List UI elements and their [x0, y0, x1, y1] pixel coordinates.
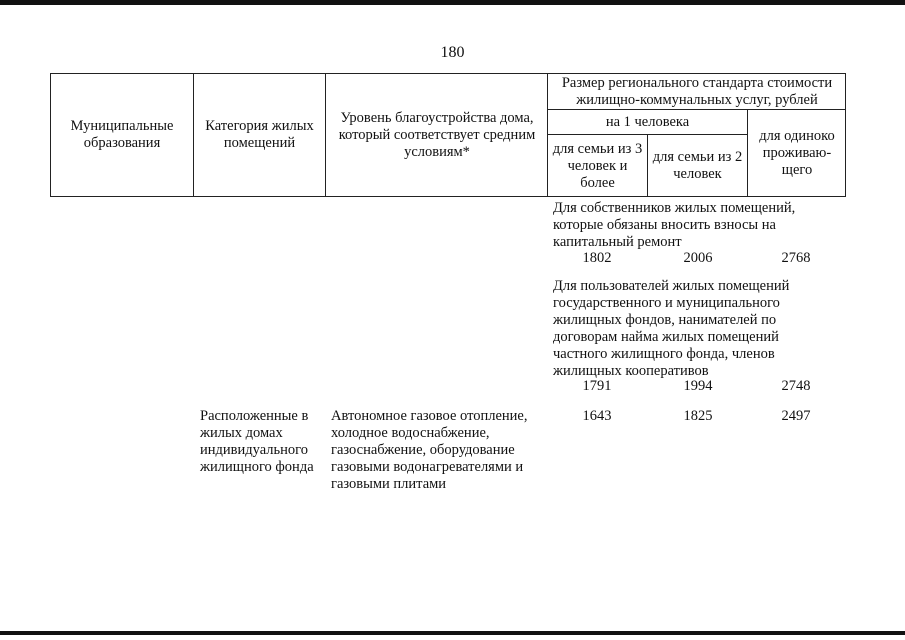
section-heading-owners: Для собственников жилых помещений, которые обязаны вносить взносы на капитальный ремонт — [553, 200, 796, 250]
header-divider — [647, 134, 648, 197]
value-cell: 2768 — [781, 250, 811, 266]
value-cell: 2748 — [781, 378, 811, 394]
top-border — [0, 0, 905, 5]
value-cell: 2497 — [781, 408, 811, 424]
row-level: Автономное газовое отопление, холодное водоснабжение, газоснабжение, оборудование газовыми водонагревателями и газовыми плитами — [331, 408, 528, 492]
header-divider — [325, 73, 326, 197]
header-divider — [547, 73, 548, 197]
header-family-3: для семьи из 3 человек и более — [552, 140, 643, 191]
value-cell: 1994 — [683, 378, 713, 394]
header-single: для одиноко проживаю-щего — [759, 128, 835, 178]
value-cell: 2006 — [683, 250, 713, 266]
header-category: Категория жилых помещений — [205, 118, 314, 151]
header-municipalities: Муниципальные образования — [70, 118, 174, 151]
header-divider — [193, 73, 194, 197]
header-family-2: для семьи из 2 человек — [652, 149, 743, 182]
header-level: Уровень благоустройства дома, который соответствует средним условиям* — [338, 109, 536, 160]
value-cell: 1643 — [582, 408, 612, 424]
value-cell: 1802 — [582, 250, 612, 266]
section-heading-users: Для пользователей жилых помещений государственного и муниципального жилищных фондов, нанимателей по договорам найма жилых помещений частного жилищного фонда, членов жилищных кооперативов — [553, 278, 790, 379]
bottom-border — [0, 631, 905, 635]
header-divider — [747, 109, 748, 197]
row-category: Расположенные в жилых домах индивидуального жилищного фонда — [200, 408, 314, 475]
header-standard-size: Размер регионального стандарта стоимости жилищно-коммунальных услуг, рублей — [561, 74, 833, 108]
header-per-person: на 1 человека — [605, 113, 690, 130]
value-cell: 1825 — [683, 408, 713, 424]
page-number: 180 — [440, 44, 465, 61]
value-cell: 1791 — [582, 378, 612, 394]
